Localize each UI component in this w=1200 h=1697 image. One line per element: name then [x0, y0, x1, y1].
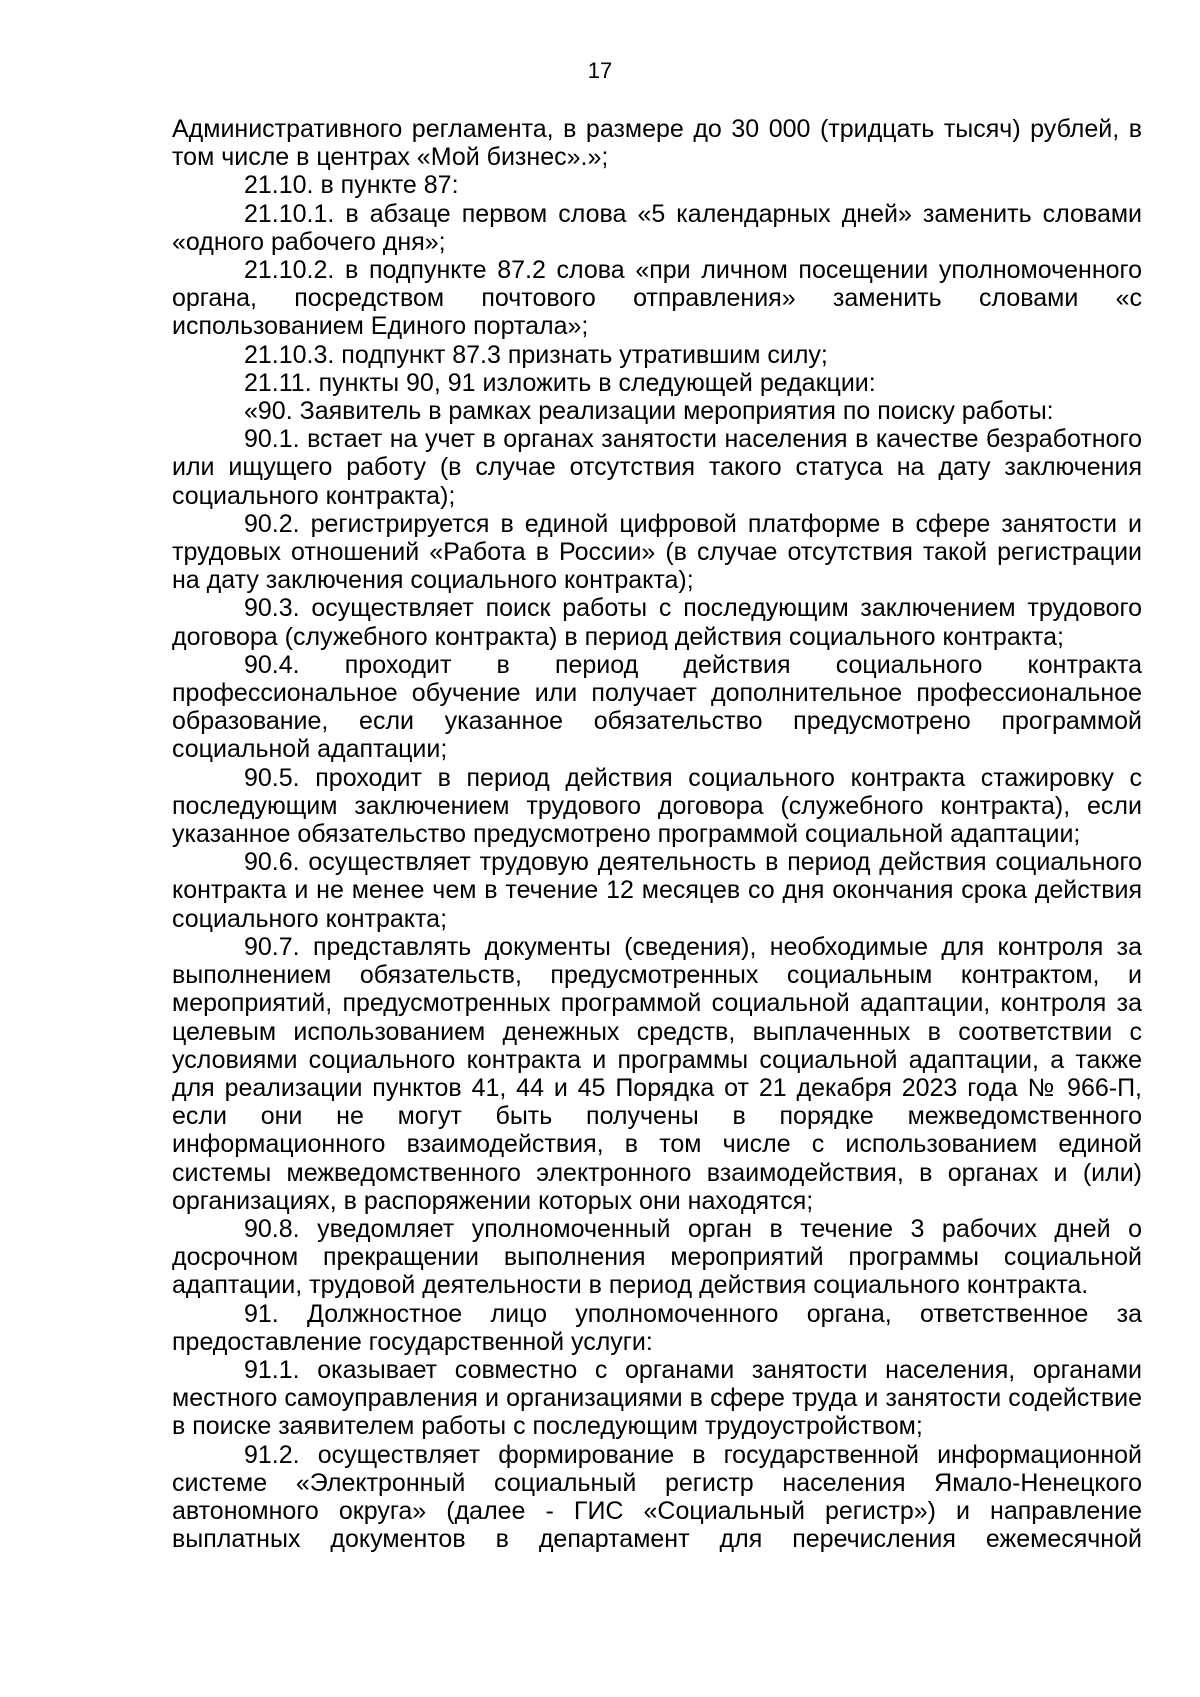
paragraph-21-10-2: 21.10.2. в подпункте 87.2 слова «при личном посещении уполномоченного органа, посредством почтового отправления» заменить словами «с использованием Единого портала»; — [172, 256, 1142, 341]
paragraph-90-1: 90.1. встает на учет в органах занятости населения в качестве безработного или ищущего работу (в случае отсутствия такого статуса на дату заключения социального контракта); — [172, 425, 1142, 510]
paragraph-90-7: 90.7. представлять документы (сведения), необходимые для контроля за выполнением обязательств, предусмотренных социальным контрактом, и мероприятий, предусмотренных программой социальной адаптации, контроля за целевым использованием денежных средств, выплаченных в соответствии с условиями социального контракта и программы социальной адаптации, а также для реализации пунктов 41, 44 и 45 Порядка от 21 декабря 2023 года № 966-П, если они не могут быть получены в порядке межведомственного информационного взаимодействия, в том числе с использованием единой системы межведомственного электронного взаимодействия, в органах и (или) организациях, в распоряжении которых они находятся; — [172, 932, 1142, 1215]
paragraph-90-2: 90.2. регистрируется в единой цифровой платформе в сфере занятости и трудовых отношений «Работа в России» (в случае отсутствия такой регистрации на дату заключения социального контракта); — [172, 509, 1142, 595]
paragraph-90-5: 90.5. проходит в период действия социального контракта стажировку с последующим заключением трудового договора (служебного контракта), если указанное обязательство предусмотрено программой социальной адаптации; — [172, 763, 1142, 849]
paragraph-91: 91. Должностное лицо уполномоченного органа, ответственное за предоставление государственной услуги: — [172, 1299, 1142, 1356]
paragraph-91-1: 91.1. оказывает совместно с органами занятости населения, органами местного самоуправления и организациями в сфере труда и занятости содействие в поиске заявителем работы с последующим трудоустройством; — [172, 1355, 1142, 1441]
paragraph-90: «90. Заявитель в рамках реализации мероприятия по поиску работы: — [244, 397, 1054, 426]
document-body — [172, 115, 1142, 1553]
paragraph-continuation: Административного регламента, в размере до 30 000 (тридцать тысяч) рублей, в том числе в центрах «Мой бизнес».»; — [172, 115, 1142, 172]
paragraph-21-10: 21.10. в пункте 87: — [244, 171, 459, 200]
paragraph-21-10-3: 21.10.3. подпункт 87.3 признать утратившим силу; — [244, 340, 828, 369]
paragraph-90-3: 90.3. осуществляет поиск работы с последующим заключением трудового договора (служебного контракта) в период действия социального контракта; — [172, 594, 1142, 651]
paragraph-91-2: 91.2. осуществляет формирование в государственной информационной системе «Электронный социальный регистр населения Ямало-Ненецкого автономного округа» (далее - ГИС «Социальный регистр») и направление выплатных документов в департамент для перечисления ежемесячной — [172, 1440, 1142, 1554]
paragraph-21-11: 21.11. пункты 90, 91 изложить в следующей редакции: — [244, 368, 876, 397]
page-number: 17 — [587, 58, 613, 83]
paragraph-90-6: 90.6. осуществляет трудовую деятельность в период действия социального контракта и не менее чем в течение 12 месяцев со дня окончания срока действия социального контракта; — [172, 848, 1142, 933]
paragraph-90-8: 90.8. уведомляет уполномоченный орган в течение 3 рабочих дней о досрочном прекращении выполнения мероприятий программы социальной адаптации, трудовой деятельности в период действия социального контракта. — [172, 1214, 1142, 1300]
paragraph-21-10-1: 21.10.1. в абзаце первом слова «5 календарных дней» заменить словами «одного рабочего дня»; — [172, 199, 1142, 256]
paragraph-90-4: 90.4. проходит в период действия социального контракта профессиональное обучение или получает дополнительное профессиональное образование, если указанное обязательство предусмотрено программой социальной адаптации; — [172, 650, 1142, 764]
